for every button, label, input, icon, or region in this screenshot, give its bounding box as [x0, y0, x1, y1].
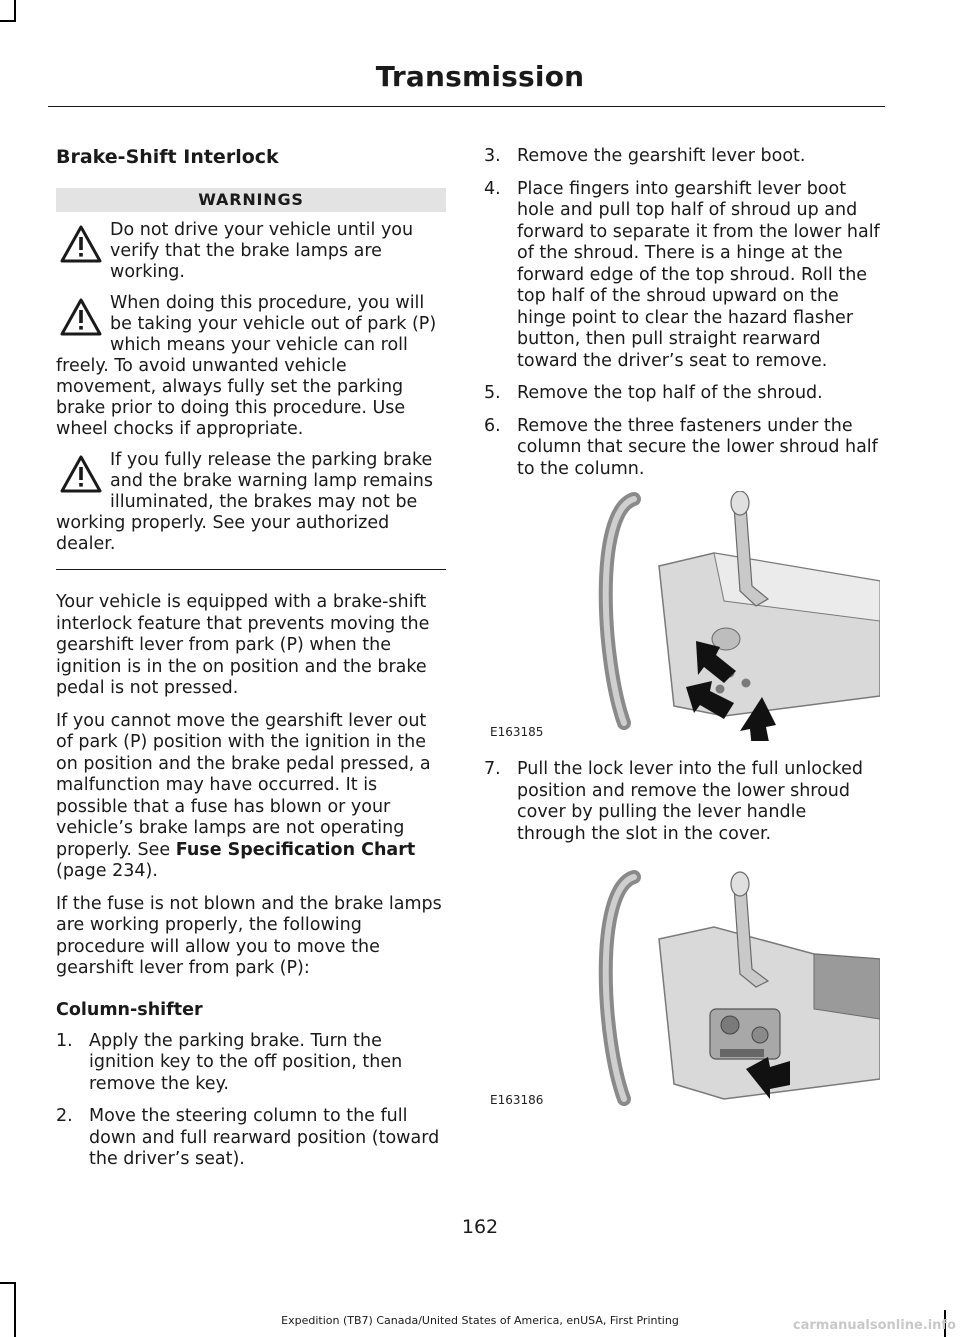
step-text: Pull the lock lever into the full unlocked position and remove the lower shroud cover by pulling the lever handle through the slot in the cover.	[517, 759, 863, 844]
warnings-label: WARNINGS	[56, 188, 446, 212]
figure-lock-lever	[484, 859, 880, 1109]
step-text: Remove the three fasteners under the column that secure the lower shroud half to the column.	[517, 415, 878, 479]
crop-mark	[14, 1282, 16, 1337]
step-text: Place fingers into gearshift lever boot hole and pull top half of shroud up and forward to separate it from the lower half of the shroud. There is a hinge at the forward edge of the top shroud. Roll the top half of the shroud upward on the hinge point to clear the hazard flasher button, then pull straight rearward toward the driver’s seat to remove.	[517, 178, 880, 371]
step-item	[484, 759, 880, 845]
step-text: Move the steering column to the full down and full rearward position (toward the driver’s seat).	[89, 1106, 440, 1169]
lock-lever-illustration	[484, 859, 880, 1109]
steering-column-illustration	[484, 491, 880, 741]
crop-mark	[14, 0, 16, 22]
warning-item	[56, 220, 446, 283]
step-number: 7.	[484, 759, 501, 779]
cross-reference-link[interactable]: Fuse Specification Chart	[175, 839, 416, 860]
watermark: carmanualsonline.info	[792, 1318, 956, 1333]
step-item	[484, 179, 880, 373]
body-paragraph	[56, 711, 446, 883]
step-number: 4.	[484, 178, 501, 199]
header-divider	[48, 106, 885, 107]
paragraph-text: If you cannot move the gearshift lever out of park (P) position with the ignition in the on position and the brake pedal pressed, a malfunction may have occurred. It is possible that a fuse has blown or your vehicle’s brake lamps are not operating properly. See	[56, 710, 431, 860]
right-column	[484, 146, 880, 1109]
body-paragraph: Your vehicle is equipped with a brake-shift interlock feature that prevents moving the gearshift lever from park (P) when the ignition is in the on position and the brake pedal is not pressed.	[56, 592, 430, 698]
step-text: Remove the top half of the shroud.	[517, 383, 823, 403]
procedure-steps	[484, 759, 880, 845]
crop-mark	[0, 1282, 16, 1284]
step-number: 5.	[484, 383, 501, 403]
figure-code: E163186	[490, 1093, 544, 1107]
body-paragraph: If the fuse is not blown and the brake lamps are working properly, the following procedure will allow you to move the gearshift lever from park (P):	[56, 893, 442, 978]
procedure-steps	[56, 1031, 446, 1171]
figure-steering-column-fasteners	[484, 491, 880, 741]
page-title: Transmission	[375, 60, 585, 93]
crop-mark	[0, 20, 16, 22]
warning-item	[56, 450, 446, 555]
warning-text: Do not drive your vehicle until you verify that the brake lamps are working.	[110, 220, 414, 282]
warnings-divider	[56, 569, 446, 570]
step-item	[484, 146, 880, 168]
page-number: 162	[461, 1216, 499, 1238]
step-text: Remove the gearshift lever boot.	[517, 146, 806, 166]
subsection-title: Column-shifter	[56, 999, 203, 1020]
procedure-steps	[484, 146, 880, 480]
step-text: Apply the parking brake. Turn the ignition key to the off position, then remove the key.	[89, 1030, 403, 1094]
step-number: 3.	[484, 146, 501, 166]
warning-triangle-icon	[60, 297, 102, 337]
step-item	[484, 383, 880, 405]
warning-text: When doing this procedure, you will be taking your vehicle out of park (P) which means your vehicle can roll freely. To avoid unwanted vehicle movement, always fully set the parking brake prior to doing this procedure. Use wheel chocks if appropriate.	[56, 293, 437, 439]
step-item	[56, 1106, 446, 1171]
warning-text: If you fully release the parking brake and the brake warning lamp remains illuminated, the brakes may not be working properly. See your authorized dealer.	[56, 450, 433, 554]
left-column	[56, 146, 446, 1182]
warning-item	[56, 293, 446, 440]
page-reference: (page 234).	[56, 861, 158, 881]
step-item	[484, 416, 880, 481]
publication-info: Expedition (TB7) Canada/United States of America, enUSA, First Printing	[281, 1314, 679, 1327]
section-title: Brake-Shift Interlock	[56, 146, 279, 168]
step-number: 2.	[56, 1106, 73, 1126]
figure-code: E163185	[490, 725, 544, 739]
step-number: 6.	[484, 415, 501, 436]
warning-triangle-icon	[60, 224, 102, 264]
step-number: 1.	[56, 1030, 73, 1051]
step-item	[56, 1031, 446, 1096]
warning-triangle-icon	[60, 454, 102, 494]
